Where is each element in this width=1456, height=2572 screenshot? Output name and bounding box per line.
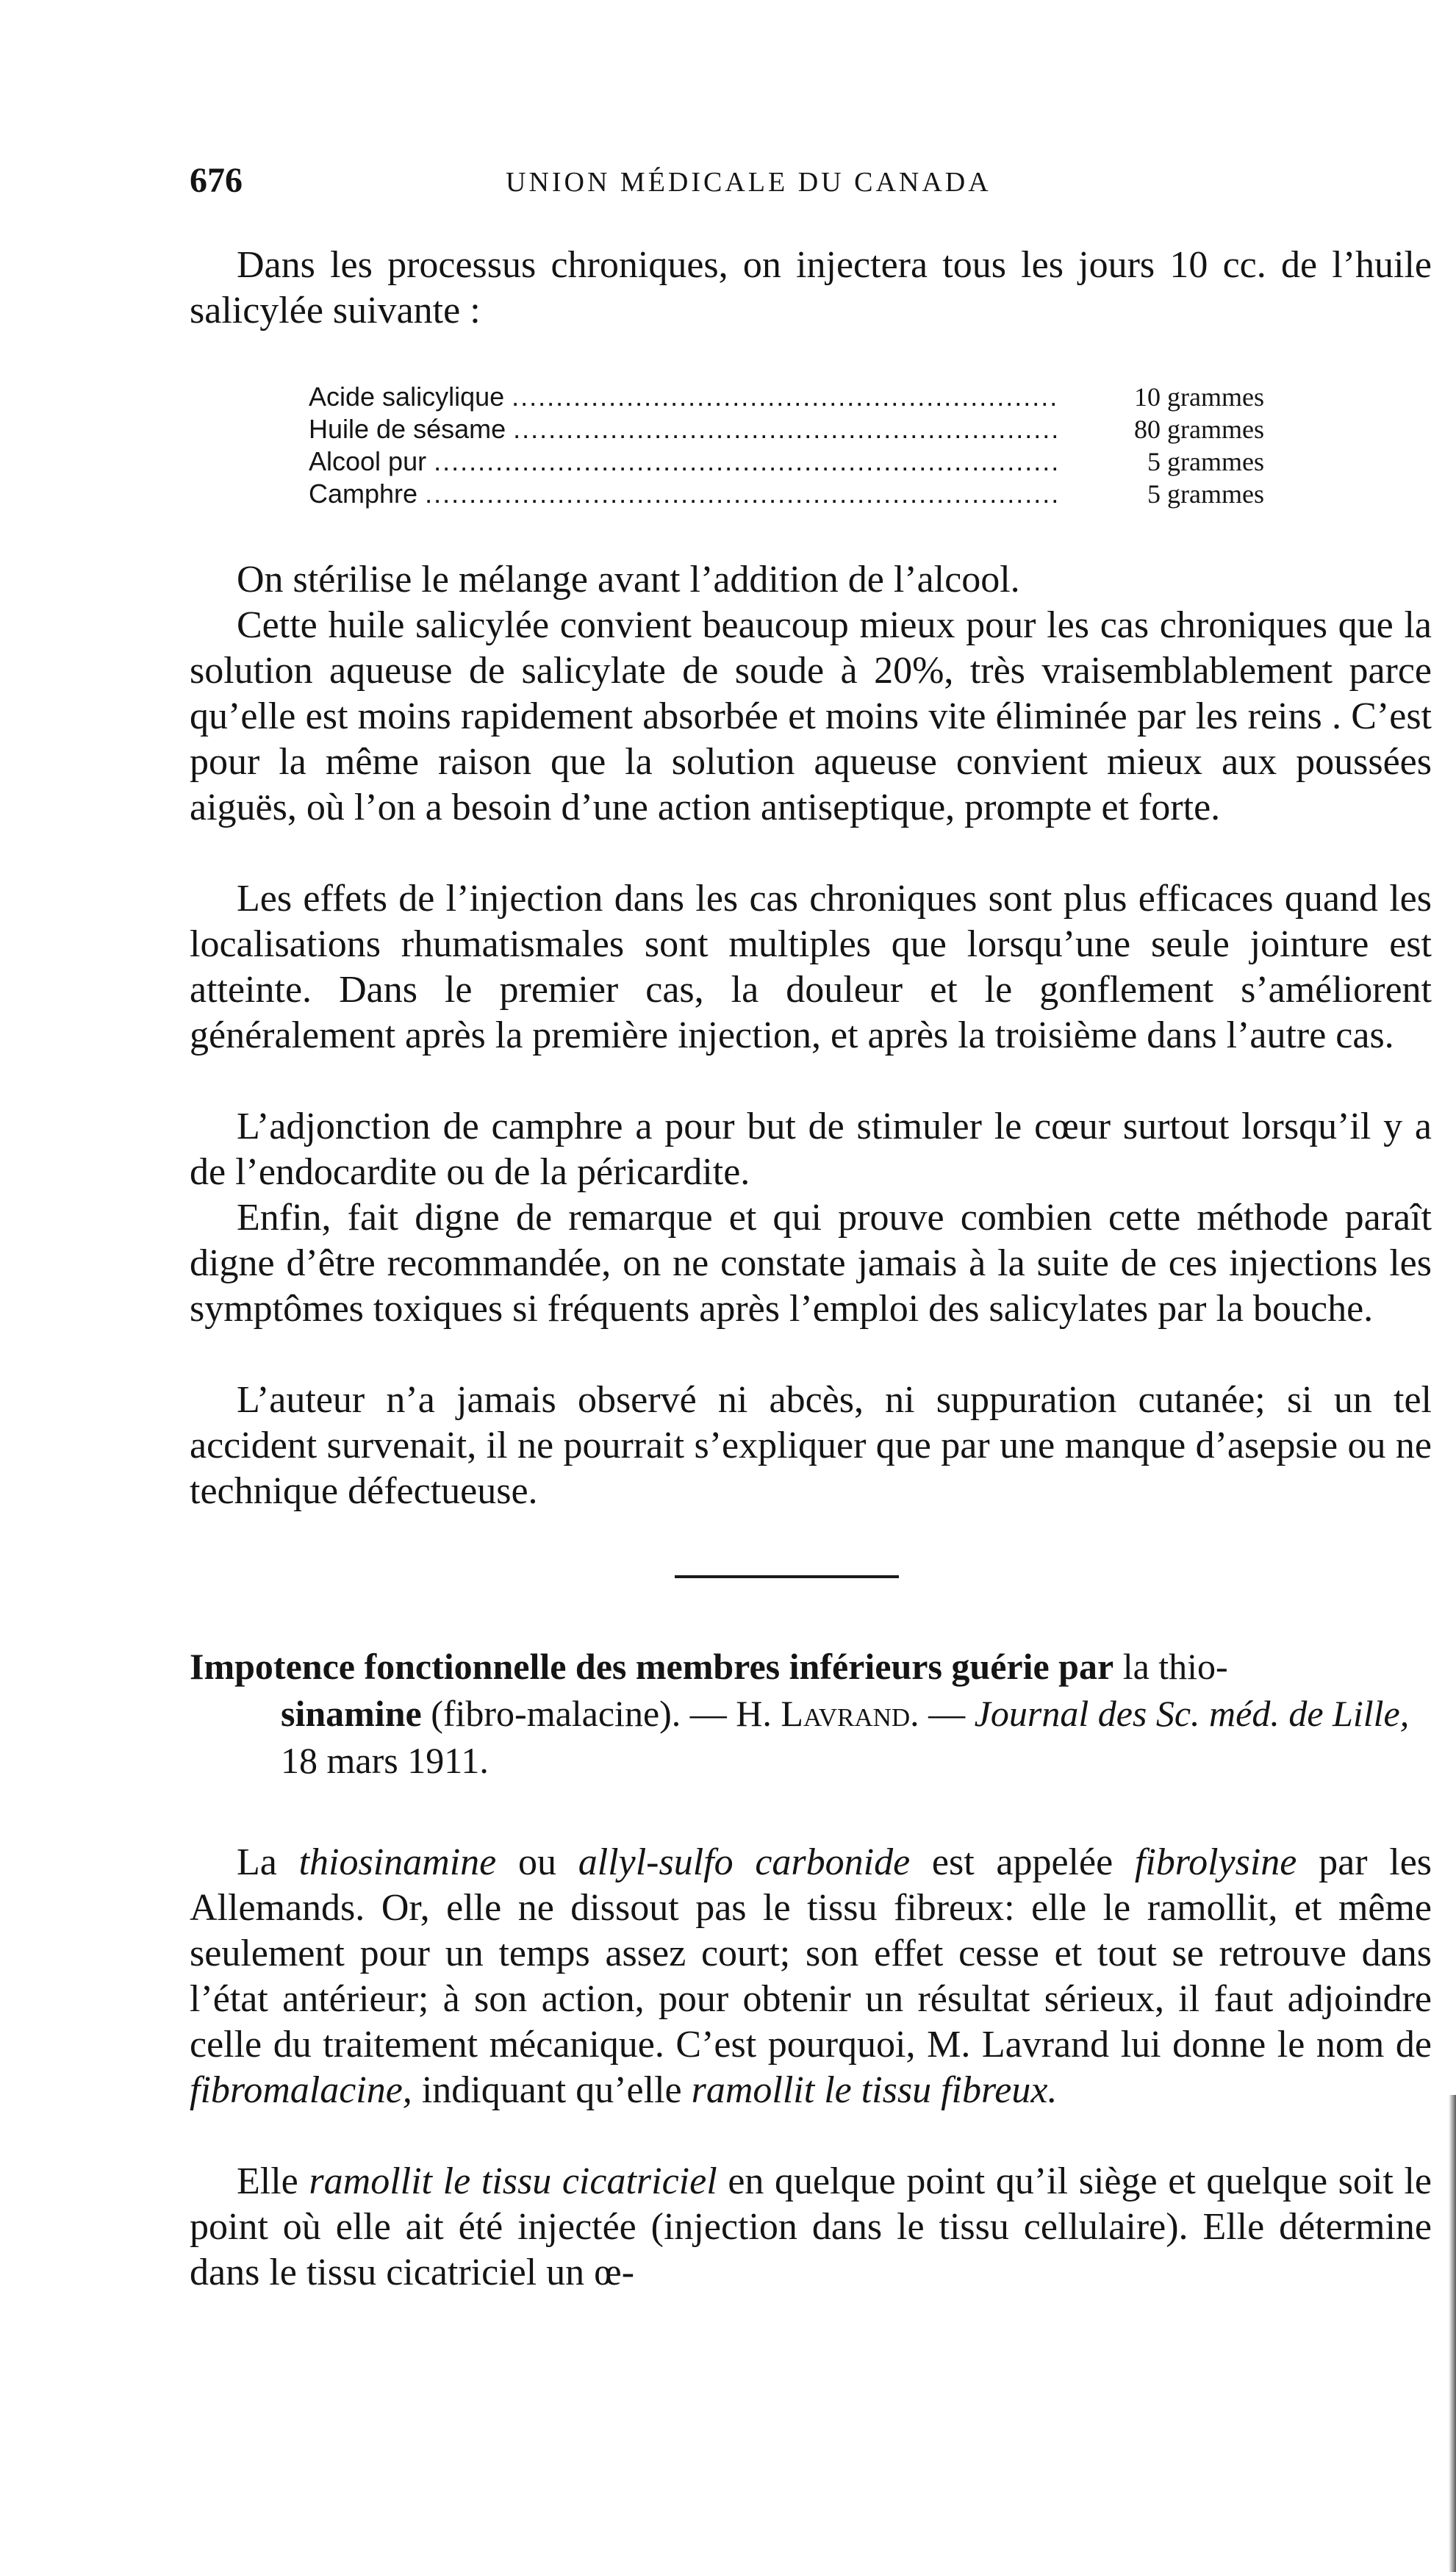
leader-dots xyxy=(425,478,1058,510)
recipe-item xyxy=(309,478,1264,510)
body-paragraph: L’adjonction de camphre a pour but de stimuler le cœur surtout lorsqu’il y a de l’endocardite ou de la péricardite. xyxy=(190,1106,1432,1193)
recipe-list xyxy=(309,381,1264,510)
body-paragraph: Les effets de l’injection dans les cas chroniques sont plus efficaces quand les localisations rhumatismales sont multiples que lorsqu’une seule jointure est atteinte. Dans le premier cas, la douleur et le gonflement s’améliorent généralement après la première injection, et après la troisième dans l’autre cas. xyxy=(190,878,1432,1056)
intro-paragraph: Dans les processus chroniques, on injectera tous les jours 10 cc. de l’huile salicylée suivante : xyxy=(190,244,1432,332)
body-paragraph: On stérilise le mélange avant l’addition de l’alcool. xyxy=(237,559,1020,601)
body-paragraph: L’auteur n’a jamais observé ni abcès, ni suppuration cutanée; si un tel accident survenait, il ne pourrait s’expliquer que par une manque d’asepsie ou ne technique défectueuse. xyxy=(190,1379,1432,1512)
scan-edge-shadow xyxy=(1449,2095,1456,2572)
recipe-ingredient: Huile de sésame xyxy=(309,414,506,444)
section-divider xyxy=(675,1575,899,1578)
running-title: UNION MÉDICALE DU CANADA xyxy=(506,167,991,198)
recipe-amount: 5 grammes xyxy=(1147,447,1264,476)
recipe-item xyxy=(309,381,1264,413)
recipe-ingredient: Acide salicylique xyxy=(309,381,505,412)
text-run: La xyxy=(237,1841,299,1883)
article-paragraph xyxy=(190,1840,1432,2113)
body-paragraph: Enfin, fait digne de remarque et qui prouve combien cette méthode paraît digne d’être recommandée, on ne constate jamais à la suite de ces injections les symptômes toxiques si fréquents après l’emploi des salicylates par la bouche. xyxy=(190,1197,1432,1330)
leader-dots xyxy=(512,381,1058,413)
article-subtitle: (fibro-malacine). — xyxy=(421,1693,736,1734)
italic-term: ramollit le tissu fibreux. xyxy=(691,2069,1058,2111)
article-paragraph xyxy=(190,2159,1432,2296)
page-number: 676 xyxy=(190,161,243,200)
recipe-item xyxy=(309,413,1264,445)
article-author: H. Lavrand. xyxy=(736,1693,919,1734)
text-run: Elle xyxy=(237,2160,309,2202)
article-title-end: sinamine xyxy=(281,1693,422,1734)
body-paragraph: Cette huile salicylée convient beaucoup mieux pour les cas chroniques que la solution aqueuse de salicylate de soude à 20%, très vraisemblablement parce qu’elle est moins rapidement absorbée et moins vite éliminée par les reins . C’est pour la même raison que la solution aqueuse convient mieux aux poussées aiguës, où l’on a besoin d’une action antiseptique, prompte et forte. xyxy=(190,604,1432,828)
leader-dots xyxy=(513,413,1058,445)
article-title-rest: la thio- xyxy=(1113,1646,1228,1687)
recipe-ingredient: Alcool pur xyxy=(309,446,427,476)
italic-term: fibrolysine xyxy=(1134,1841,1297,1883)
italic-term: allyl-sulfo carbonide xyxy=(578,1841,911,1883)
journal-name: Journal des Sc. méd. de Lille, xyxy=(974,1693,1410,1734)
article-citation-line xyxy=(190,1690,1432,1784)
publication-date: 18 mars 1911. xyxy=(281,1740,489,1781)
text-run: ou xyxy=(496,1841,578,1883)
recipe-amount: 10 grammes xyxy=(1134,382,1264,412)
recipe-ingredient: Camphre xyxy=(309,479,418,509)
recipe-amount: 5 grammes xyxy=(1147,479,1264,509)
leader-dots xyxy=(434,445,1058,478)
italic-term: fibromalacine, xyxy=(190,2069,412,2111)
text-run: est appelée xyxy=(910,1841,1135,1883)
recipe-item xyxy=(309,445,1264,478)
text-run: indiquant qu’elle xyxy=(412,2069,692,2111)
text-run: par les Allemands. Or, elle ne dissout pas le tissu fibreux: elle le ramollit, et même seulement pour un temps assez court; son effet cesse et tout se retrouve dans l’état antérieur; à son action, pour obtenir un résultat sérieux, il faut adjoindre celle du traitement mécanique. C’est pourquoi, M. Lavrand lui donne le nom de xyxy=(190,1841,1432,2066)
recipe-amount: 80 grammes xyxy=(1134,415,1264,444)
citation-separator: — xyxy=(919,1693,975,1734)
article-heading xyxy=(190,1643,1432,1784)
page-header xyxy=(190,160,1432,212)
article-title-line xyxy=(190,1643,1432,1690)
article-title: Impotence fonctionnelle des membres inférieurs guérie par xyxy=(190,1646,1114,1687)
italic-term: thiosinamine xyxy=(298,1841,497,1883)
italic-term: ramollit le tissu cicatriciel xyxy=(309,2160,717,2202)
text-run: en quelque point qu’il siège et quelque soit le point où elle ait été injectée (injection dans le tissu cellulaire). Elle détermine dans le tissu cicatriciel un œ- xyxy=(190,2160,1432,2293)
